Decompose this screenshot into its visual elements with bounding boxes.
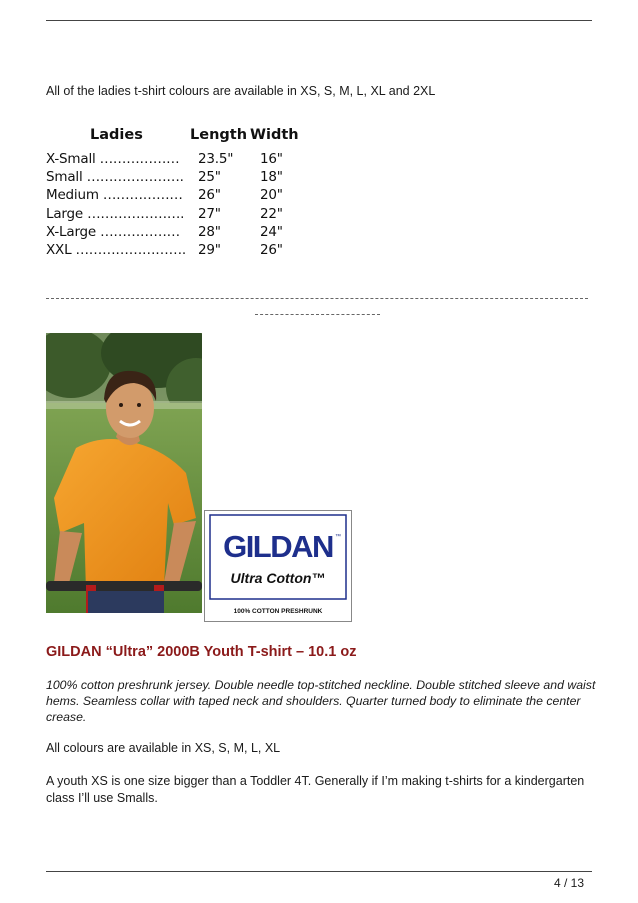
colours-text: All colours are available in XS, S, M, L, XL [46, 741, 281, 755]
size-length: 23.5" [198, 151, 234, 167]
ladies-size-table [46, 127, 306, 260]
size-name: X-Large ……………… [46, 223, 180, 240]
size-width: 24" [260, 223, 283, 240]
size-name: Small …………………. [46, 169, 184, 186]
dashed-separator-short [255, 314, 380, 315]
table-row [46, 169, 306, 187]
size-length: 26" [198, 187, 221, 204]
footer-rule [46, 871, 592, 872]
size-width: 26" [260, 241, 283, 258]
page-number: 4 / 13 [553, 876, 584, 890]
logo-brand: GILDAN [223, 529, 333, 564]
gildan-logo-graphic [205, 511, 351, 621]
boy-orange-shirt-image [46, 333, 202, 613]
size-width: 16" [260, 151, 283, 167]
dashed-separator [46, 298, 588, 299]
table-row [46, 224, 306, 242]
size-name: Large …………………. [46, 205, 185, 222]
size-width: 22" [260, 205, 283, 222]
size-name: XXL ……………………. [46, 241, 187, 258]
header-length: Length [190, 127, 248, 143]
size-name: X-Small ……………… [46, 151, 180, 167]
size-width: 20" [260, 187, 283, 204]
logo-tm: ™ [335, 534, 341, 540]
size-table-header [46, 127, 306, 151]
size-length: 27" [198, 205, 221, 222]
table-row [46, 187, 306, 205]
product-photo [46, 333, 202, 613]
header-rule [46, 20, 592, 21]
size-length: 28" [198, 223, 221, 240]
size-name: Medium ……………… [46, 187, 183, 204]
table-row [46, 242, 306, 260]
table-row [46, 151, 306, 169]
header-width: Width [250, 127, 299, 143]
gildan-logo [204, 510, 352, 622]
product-description: 100% cotton preshrunk jersey. Double needle top-stitched neckline. Double stitched sleeve and waist hems. Seamless collar with taped neck and shoulders. Quarter turned body to eliminate the center crease. [46, 678, 596, 724]
youth-size-note: A youth XS is one size bigger than a Toddler 4T. Generally if I’m making t-shirts for a kindergarten class I’ll use Smalls. [46, 774, 585, 805]
header-ladies: Ladies [90, 127, 143, 143]
logo-caption: 100% COTTON PRESHRUNK [233, 608, 323, 615]
size-length: 25" [198, 169, 221, 186]
logo-line: Ultra Cotton™ [230, 570, 326, 586]
intro-text: All of the ladies t-shirt colours are available in XS, S, M, L, XL and 2XL [46, 84, 436, 98]
size-width: 18" [260, 169, 283, 186]
size-length: 29" [198, 241, 221, 258]
table-row [46, 206, 306, 224]
product-title: GILDAN “Ultra” 2000B Youth T-shirt – 10.1 oz [46, 644, 357, 660]
